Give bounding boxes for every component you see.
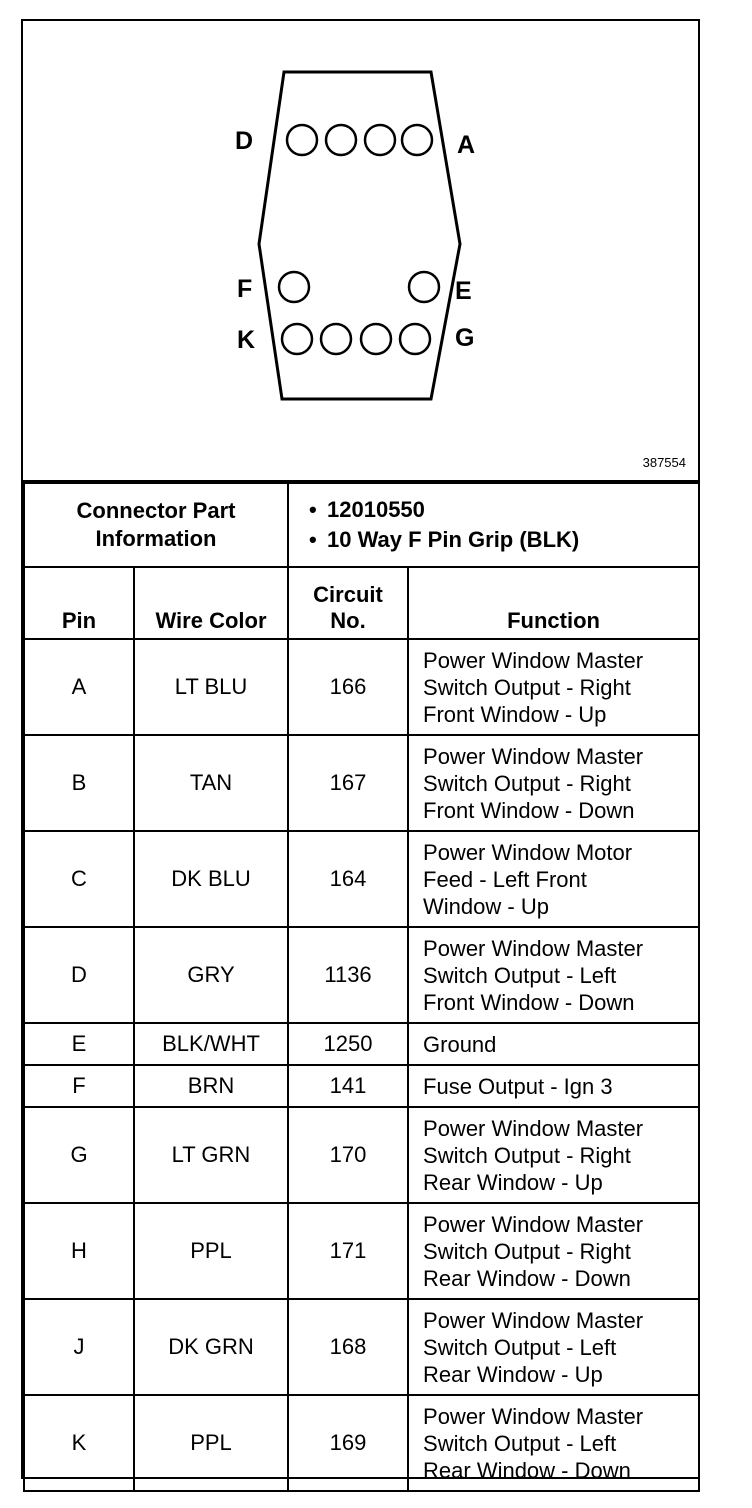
connector-part-label-line2: Information: [95, 526, 217, 551]
circuit-cell: 1250: [288, 1023, 408, 1065]
pin-cavity-b: [365, 125, 395, 155]
function-line: Switch Output - Left: [423, 1430, 617, 1456]
wire-color-cell: BRN: [134, 1065, 288, 1107]
connector-face-drawing: [23, 21, 698, 480]
table-row: [24, 1065, 699, 1107]
part-description: • 10 Way F Pin Grip (BLK): [327, 525, 698, 555]
circuit-cell: 168: [288, 1299, 408, 1395]
circuit-cell: 1136: [288, 927, 408, 1023]
function-cell: [408, 735, 699, 831]
wire-color-cell: BLK/WHT: [134, 1023, 288, 1065]
circuit-cell: 141: [288, 1065, 408, 1107]
pin-cavity-k: [282, 324, 312, 354]
pin-label-e: E: [455, 277, 472, 305]
header-pin: Pin: [24, 567, 134, 639]
table-header-row: [24, 567, 699, 639]
pin-cell: B: [24, 735, 134, 831]
function-line: Power Window Master: [423, 935, 644, 961]
pin-label-g: G: [455, 324, 475, 352]
function-line: Switch Output - Right: [423, 1142, 631, 1168]
function-cell: [408, 831, 699, 927]
circuit-cell: 167: [288, 735, 408, 831]
header-circuit: [288, 567, 408, 639]
function-line: Fuse Output - Ign 3: [423, 1073, 613, 1099]
circuit-cell: 169: [288, 1395, 408, 1491]
circuit-cell: 166: [288, 639, 408, 735]
function-line: Switch Output - Right: [423, 770, 631, 796]
header-circuit-line1: Circuit: [313, 582, 383, 607]
circuit-cell: 164: [288, 831, 408, 927]
pin-cell: F: [24, 1065, 134, 1107]
function-line: Switch Output - Right: [423, 674, 631, 700]
function-line: Rear Window - Up: [423, 1169, 603, 1195]
pinout-table: [23, 482, 700, 1492]
function-line: Front Window - Down: [423, 797, 635, 823]
connector-part-info: [288, 483, 699, 567]
pin-cell: A: [24, 639, 134, 735]
pin-label-d: D: [235, 127, 254, 155]
table-row: [24, 639, 699, 735]
function-line: Rear Window - Down: [423, 1457, 631, 1483]
pin-label-k: K: [237, 326, 256, 354]
function-line: Power Window Master: [423, 1307, 644, 1333]
connector-diagram: [23, 21, 698, 482]
table-row: [24, 1107, 699, 1203]
wire-color-cell: LT GRN: [134, 1107, 288, 1203]
function-line: Power Window Master: [423, 1403, 644, 1429]
pin-cell: E: [24, 1023, 134, 1065]
table-row: [24, 927, 699, 1023]
function-cell: [408, 1299, 699, 1395]
pinout-rows: [24, 639, 699, 1491]
wire-color-cell: PPL: [134, 1395, 288, 1491]
pin-cavity-g: [400, 324, 430, 354]
function-cell: [408, 1107, 699, 1203]
table-row: [24, 1203, 699, 1299]
function-line: Window - Up: [423, 893, 549, 919]
function-cell: [408, 1203, 699, 1299]
pin-cavity-d: [287, 125, 317, 155]
header-circuit-line2: No.: [330, 608, 366, 633]
connector-sheet: [21, 19, 700, 1483]
function-line: Switch Output - Right: [423, 1238, 631, 1264]
wire-color-cell: DK GRN: [134, 1299, 288, 1395]
pin-cell: D: [24, 927, 134, 1023]
pin-cell: H: [24, 1203, 134, 1299]
pin-cavity-e: [409, 272, 439, 302]
function-line: Front Window - Down: [423, 989, 635, 1015]
wire-color-cell: DK BLU: [134, 831, 288, 927]
function-line: Switch Output - Left: [423, 962, 617, 988]
table-row: [24, 1395, 699, 1491]
function-line: Front Window - Up: [423, 701, 607, 727]
connector-part-label: [24, 483, 288, 567]
part-number: • 12010550: [327, 495, 698, 525]
pin-cell: G: [24, 1107, 134, 1203]
pin-cell: K: [24, 1395, 134, 1491]
circuit-cell: 170: [288, 1107, 408, 1203]
function-line: Power Window Master: [423, 647, 644, 673]
function-cell: [408, 927, 699, 1023]
function-cell: [408, 639, 699, 735]
pin-cavity-f: [279, 272, 309, 302]
function-line: Power Window Motor: [423, 839, 633, 865]
header-function: Function: [408, 567, 699, 639]
function-line: Power Window Master: [423, 1211, 644, 1237]
wire-color-cell: LT BLU: [134, 639, 288, 735]
function-line: Switch Output - Left: [423, 1334, 617, 1360]
pin-cell: C: [24, 831, 134, 927]
function-line: Rear Window - Down: [423, 1265, 631, 1291]
wire-color-cell: GRY: [134, 927, 288, 1023]
function-line: Power Window Master: [423, 1115, 644, 1141]
function-line: Feed - Left Front: [423, 866, 587, 892]
header-wire-color: Wire Color: [134, 567, 288, 639]
function-cell: [408, 1395, 699, 1491]
pin-cavity-j: [321, 324, 351, 354]
pin-label-a: A: [457, 131, 476, 159]
pin-cavity-a: [402, 125, 432, 155]
wire-color-cell: TAN: [134, 735, 288, 831]
table-row: [24, 831, 699, 927]
table-row: [24, 735, 699, 831]
wire-color-cell: PPL: [134, 1203, 288, 1299]
pin-label-f: F: [237, 275, 253, 303]
pin-cavity-c: [326, 125, 356, 155]
function-cell: [408, 1065, 699, 1107]
function-line: Power Window Master: [423, 743, 644, 769]
function-line: Rear Window - Up: [423, 1361, 603, 1387]
figure-id: 387554: [642, 455, 686, 470]
function-cell: [408, 1023, 699, 1065]
connector-part-row: [24, 483, 699, 567]
pin-cell: J: [24, 1299, 134, 1395]
circuit-cell: 171: [288, 1203, 408, 1299]
pin-cavity-h: [361, 324, 391, 354]
table-row: [24, 1023, 699, 1065]
connector-part-label-line1: Connector Part: [76, 498, 236, 523]
function-line: Ground: [423, 1031, 497, 1057]
table-row: [24, 1299, 699, 1395]
